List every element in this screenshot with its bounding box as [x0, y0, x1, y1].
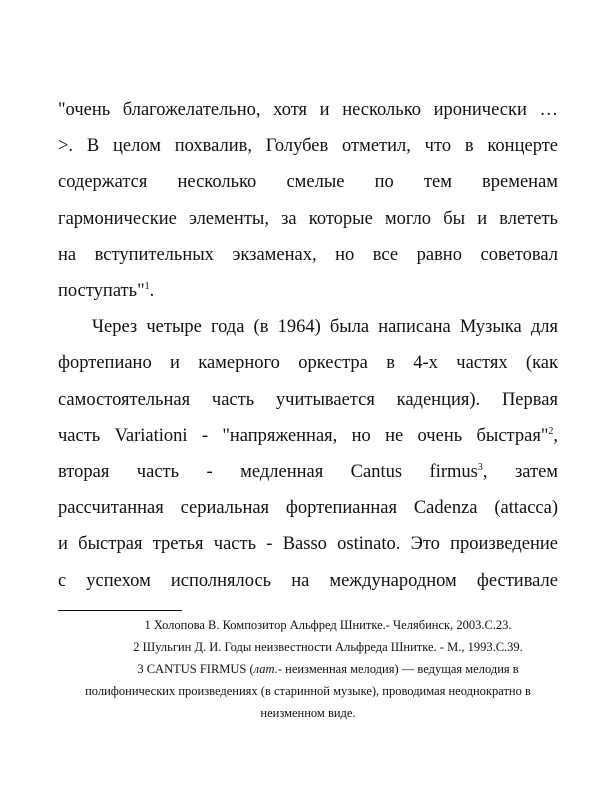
- paragraph2-line-2: фортепиано и камерного оркестра в 4-х частях (как: [58, 353, 558, 374]
- footnote-ref-3: 3: [477, 462, 483, 474]
- paragraph2-line-4-end: ,: [553, 425, 558, 446]
- paragraph1-line-6-text: поступать": [58, 281, 145, 302]
- footnote-3-start: 3 CANTUS FIRMUS (: [137, 662, 254, 676]
- footnote-3-italic: лат.: [253, 662, 278, 676]
- body-text: [58, 92, 558, 599]
- paragraph1-line-5: на вступительных экзаменах, но все равно советовал: [58, 244, 558, 265]
- footnote-2: 2 Шульгин Д. И. Годы неизвестности Альфреда Шнитке. - М., 1993.С.39.: [133, 640, 523, 654]
- paragraph1-line-3: содержатся несколько смелые по тем временам: [58, 172, 558, 193]
- paragraph2-line-7: и быстрая третья часть - Basso ostinato. Это произведение: [58, 534, 558, 555]
- paragraph1-line-4: гармонические элементы, за которые могло бы и влететь: [58, 208, 558, 229]
- paragraph1-line-6-end: .: [149, 281, 155, 302]
- footnotes: [58, 614, 558, 724]
- footnote-3-line-2: полифонических произведениях (в старинной музыке), проводимая неоднократно в: [85, 684, 531, 698]
- paragraph2-line-5-text: вторая часть - медленная Cantus firmus: [58, 462, 478, 483]
- paragraph2-line-5-end: , затем: [482, 462, 558, 483]
- footnote-3-line-3: неизменном виде.: [260, 706, 356, 720]
- footnote-1: 1 Холопова В. Композитор Альфред Шнитке.- Челябинск, 2003.С.23.: [144, 618, 512, 632]
- footnote-separator: [58, 610, 182, 611]
- paragraph2-line-3: самостоятельная часть учитывается каденция). Первая: [58, 389, 558, 410]
- paragraph1-line-6: [58, 273, 558, 309]
- paragraph2-line-8: с успехом исполнялось на международном фестивале: [58, 570, 558, 591]
- footnote-ref-1: 1: [144, 281, 150, 293]
- paragraph2-line-1: Через четыре года (в 1964) была написана Музыка для: [92, 317, 558, 338]
- footnote-3-rest: - неизменная мелодия) — ведущая мелодия в: [277, 662, 519, 676]
- paragraph2-line-6: рассчитанная сериальная фортепианная Cadenza (attacca): [58, 498, 558, 519]
- paragraph2-line-4: [58, 418, 558, 454]
- paragraph2-line-5: [58, 454, 558, 490]
- paragraph1-line-2: >. В целом похвалив, Голубев отметил, что в концерте: [58, 136, 558, 157]
- footnote-ref-2: 2: [548, 425, 554, 437]
- footnote-3: [58, 658, 558, 680]
- paragraph2-line-4-text: часть Variationi - "напряженная, но не очень быстрая": [58, 425, 549, 446]
- paragraph1-line-1: "очень благожелательно, хотя и несколько иронически …: [58, 100, 558, 120]
